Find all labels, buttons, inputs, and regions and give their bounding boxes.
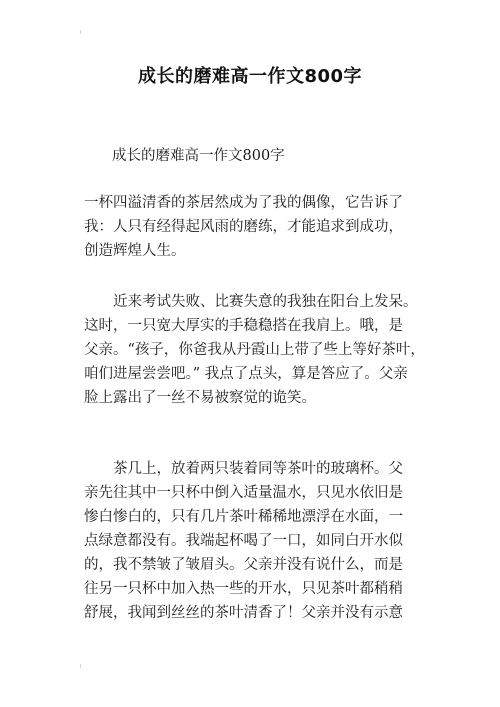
page-corner-mark [80, 664, 85, 668]
document-subtitle: 成长的磨难高一作文800字 [112, 148, 285, 164]
paragraph-line: 父亲。“孩子，你爸我从丹霞山上带了些上等好茶叶， [84, 342, 425, 358]
paragraph-line: 茶几上，放着两只装着同等茶叶的玻璃杯。父 [84, 461, 403, 477]
paragraph-line: 舒展，我闻到丝丝的茶叶清香了！父亲并没有示意 [84, 605, 403, 621]
paragraph-line: 往另一只杯中加入热一些的开水，只见茶叶都稍稍 [84, 581, 403, 597]
paragraph-line: 的，我不禁皱了皱眉头。父亲并没有说什么，而是 [84, 557, 403, 573]
paragraph-line: 创造辉煌人生。 [84, 243, 186, 259]
paragraph-line: 这时，一只宽大厚实的手稳稳搭在我肩上。哦，是 [84, 318, 403, 334]
page-corner-mark [80, 30, 85, 34]
paragraph-line: 惨白惨白的，只有几片茶叶稀稀地漂浮在水面，一 [84, 509, 403, 525]
paragraph-line: 点绿意都没有。我端起杯喝了一口，如同白开水似 [84, 533, 403, 549]
paragraph-line: 我：人只有经得起风雨的磨练，才能追求到成功， [84, 219, 403, 235]
paragraph-1 [84, 191, 424, 263]
paragraph-line: 脸上露出了一丝不易被察觉的诡笑。 [84, 390, 316, 406]
paragraph-line: 亲先往其中一只杯中倒入适量温水，只见水依旧是 [84, 485, 403, 501]
paragraph-3 [84, 457, 424, 625]
paragraph-line: 一杯四溢清香的茶居然成为了我的偶像，它告诉了 [84, 195, 403, 211]
document-title: 成长的磨难高一作文800字 [137, 66, 363, 87]
paragraph-line: 咱们进屋尝尝吧。” 我点了点头，算是答应了。父亲 [84, 366, 408, 382]
paragraph-2 [84, 290, 424, 410]
paragraph-line: 近来考试失败、比赛失意的我独在阳台上发呆。 [84, 294, 418, 310]
